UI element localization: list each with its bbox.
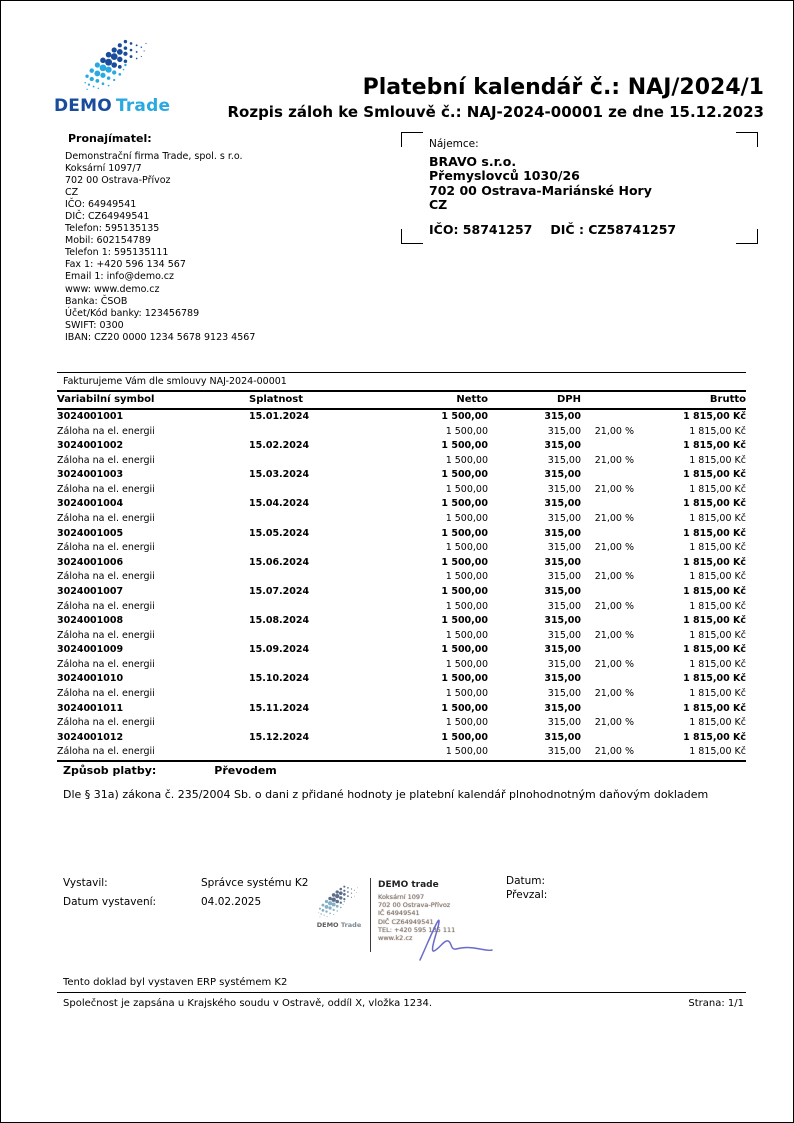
cell-brutto: 1 815,00 Kč <box>683 702 746 714</box>
cell-dph: 315,00 <box>544 615 581 627</box>
table-row <box>57 556 746 571</box>
landlord-line: Email 1: info@demo.cz <box>65 271 174 283</box>
cell-brutto: 1 815,00 Kč <box>683 469 746 481</box>
cell-rate-empty <box>581 409 634 425</box>
cell-vat-rate: 21,00 % <box>594 571 634 583</box>
cell-vat-rate: 21,00 % <box>594 542 634 554</box>
cell-brutto: 1 815,00 Kč <box>683 498 746 510</box>
payment-method-value: Převodem <box>214 764 277 777</box>
cell-variable-symbol: 3024001005 <box>57 527 124 539</box>
cell-sub-dph: 315,00 <box>547 600 581 612</box>
cell-sub-brutto: 1 815,00 Kč <box>689 513 746 525</box>
cell-netto: 1 500,00 <box>441 644 488 656</box>
tenant-ico: IČO: 58741257 <box>429 222 533 238</box>
issued-by-label: Vystavil: <box>63 877 108 889</box>
invoice-intro: Fakturujeme Vám dle smlouvy NAJ-2024-00001 <box>57 372 746 390</box>
cell-brutto: 1 815,00 Kč <box>683 411 746 422</box>
cell-netto: 1 500,00 <box>441 498 488 510</box>
cell-netto: 1 500,00 <box>441 673 488 685</box>
table-subrow <box>57 454 746 469</box>
table-row <box>57 731 746 746</box>
cell-brutto: 1 815,00 Kč <box>683 440 746 452</box>
landlord-line: Účet/Kód banky: 123456789 <box>65 307 200 319</box>
cell-dph: 315,00 <box>544 644 581 656</box>
cell-rate-empty <box>581 585 634 600</box>
cell-sub-brutto: 1 815,00 Kč <box>689 571 746 583</box>
cell-rate-empty <box>581 672 634 687</box>
cell-due-date: 15.06.2024 <box>249 556 310 568</box>
cell-sub-dph: 315,00 <box>547 542 581 554</box>
date-label: Datum: <box>506 875 546 887</box>
cell-variable-symbol: 3024001007 <box>57 585 124 597</box>
table-row <box>57 614 746 629</box>
cell-sub-dph: 315,00 <box>547 483 581 495</box>
cell-description: Záloha na el. energii <box>57 571 155 583</box>
stamp-line: IČ 64949541 <box>378 909 420 918</box>
table-subrow <box>57 745 746 761</box>
cell-sub-netto: 1 500,00 <box>445 717 488 729</box>
stamp-logo-dots-icon <box>317 883 361 920</box>
landlord-line: Banka: ČSOB <box>65 295 128 307</box>
cell-rate-empty <box>581 497 634 512</box>
tenant-dic: DIČ : CZ58741257 <box>550 222 677 238</box>
column-header-dph: DPH <box>488 391 581 409</box>
received-label: Převzal: <box>506 889 548 901</box>
table-row <box>57 585 746 600</box>
cell-due-date: 15.04.2024 <box>249 498 310 510</box>
landlord-line: www: www.demo.cz <box>65 283 160 295</box>
logo-word-demo: DEMO <box>54 96 112 116</box>
landlord-line: Mobil: 602154789 <box>65 235 151 247</box>
landlord-section <box>65 132 385 344</box>
cell-variable-symbol: 3024001001 <box>57 411 124 422</box>
column-header-netto: Netto <box>364 391 488 409</box>
cell-brutto: 1 815,00 Kč <box>683 644 746 656</box>
cell-due-date: 15.05.2024 <box>249 527 310 539</box>
payment-method <box>63 764 277 777</box>
cell-sub-brutto: 1 815,00 Kč <box>689 717 746 729</box>
cell-sub-netto: 1 500,00 <box>445 687 488 699</box>
cell-netto: 1 500,00 <box>441 702 488 714</box>
table-subrow <box>57 541 746 556</box>
company-registration: Společnost je zapsána u Krajského soudu v Ostravě, oddíl X, vložka 1234. <box>63 998 433 1009</box>
cell-description: Záloha na el. energii <box>57 658 155 670</box>
cell-description: Záloha na el. energii <box>57 513 155 525</box>
cell-sub-dph: 315,00 <box>547 454 581 466</box>
landlord-line: SWIFT: 0300 <box>65 319 124 331</box>
stamp-line: Koksární 1097 <box>378 893 425 901</box>
cell-dph: 315,00 <box>544 469 581 481</box>
cell-sub-brutto: 1 815,00 Kč <box>689 629 746 641</box>
cell-dph: 315,00 <box>544 702 581 714</box>
cell-description: Záloha na el. energii <box>57 629 155 641</box>
cell-netto: 1 500,00 <box>441 615 488 627</box>
cell-vat-rate: 21,00 % <box>594 600 634 612</box>
cell-sub-netto: 1 500,00 <box>445 600 488 612</box>
cell-rate-empty <box>581 702 634 717</box>
tenant-label: Nájemce: <box>429 138 479 150</box>
cell-dph: 315,00 <box>544 440 581 452</box>
cell-variable-symbol: 3024001010 <box>57 673 124 685</box>
invoice-table <box>57 390 746 762</box>
issued-by-value: Správce systému K2 <box>201 877 309 889</box>
stamp-line: www.k2.cz <box>378 934 413 943</box>
erp-note: Tento doklad byl vystaven ERP systémem K2 <box>63 977 288 988</box>
landlord-label: Pronajímatel: <box>68 132 152 145</box>
cell-sub-dph: 315,00 <box>547 571 581 583</box>
cell-dph: 315,00 <box>544 556 581 568</box>
tenant-name: BRAVO s.r.o. <box>429 154 517 169</box>
cell-rate-empty <box>581 556 634 571</box>
stamp-line: DIČ CZ64949541 <box>378 917 434 926</box>
table-subrow <box>57 687 746 702</box>
cell-due-date: 15.10.2024 <box>249 673 310 685</box>
landlord-line: Telefon: 595135135 <box>65 223 160 235</box>
cell-sub-dph: 315,00 <box>547 425 581 437</box>
cell-netto: 1 500,00 <box>441 556 488 568</box>
cell-description: Záloha na el. energii <box>57 687 155 699</box>
cell-vat-rate: 21,00 % <box>594 629 634 641</box>
cell-brutto: 1 815,00 Kč <box>683 556 746 568</box>
cell-variable-symbol: 3024001009 <box>57 644 124 656</box>
cell-dph: 315,00 <box>544 731 581 743</box>
cell-dph: 315,00 <box>544 585 581 597</box>
cell-variable-symbol: 3024001011 <box>57 702 124 714</box>
stamp-line: 702 00 Ostrava-Přívoz <box>378 901 451 910</box>
column-header-rate-spacer <box>581 391 634 409</box>
cell-due-date: 15.03.2024 <box>249 469 310 481</box>
table-subrow <box>57 483 746 498</box>
logo-word-trade: Trade <box>115 96 171 116</box>
issue-date-value: 04.02.2025 <box>201 896 262 908</box>
cell-sub-netto: 1 500,00 <box>445 483 488 495</box>
table-row <box>57 702 746 717</box>
cell-description: Záloha na el. energii <box>57 425 155 437</box>
cell-sub-brutto: 1 815,00 Kč <box>689 600 746 612</box>
tenant-ids <box>429 222 749 237</box>
tenant-street: Přemyslovců 1030/26 <box>429 168 580 184</box>
cell-vat-rate: 21,00 % <box>594 483 634 495</box>
page-subtitle: Rozpis záloh ke Smlouvě č.: NAJ-2024-00001 ze dne 15.12.2023 <box>227 103 764 121</box>
cell-sub-netto: 1 500,00 <box>445 571 488 583</box>
cell-netto: 1 500,00 <box>441 731 488 743</box>
table-subrow <box>57 716 746 731</box>
table-subrow <box>57 570 746 585</box>
cell-description: Záloha na el. energii <box>57 542 155 554</box>
cell-sub-brutto: 1 815,00 Kč <box>689 658 746 670</box>
stamp-line: TEL: +420 595 135 111 <box>378 925 456 934</box>
invoice-section <box>57 372 746 762</box>
cell-brutto: 1 815,00 Kč <box>683 615 746 627</box>
cell-variable-symbol: 3024001002 <box>57 440 124 452</box>
table-subrow <box>57 600 746 615</box>
cell-sub-brutto: 1 815,00 Kč <box>689 454 746 466</box>
cell-rate-empty <box>581 731 634 746</box>
corner-mark-bottom-left <box>401 229 423 244</box>
cell-description: Záloha na el. energii <box>57 717 155 729</box>
legal-note: Dle § 31a) zákona č. 235/2004 Sb. o dani z přidané hodnoty je platební kalendář plnohodnotným daňovým dokladem <box>63 788 709 801</box>
cell-due-date: 15.01.2024 <box>249 411 310 422</box>
cell-sub-netto: 1 500,00 <box>445 658 488 670</box>
table-row <box>57 409 746 425</box>
cell-netto: 1 500,00 <box>441 411 488 422</box>
landlord-line: IČO: 64949541 <box>65 199 137 211</box>
table-row <box>57 527 746 542</box>
cell-due-date: 15.09.2024 <box>249 644 310 656</box>
table-subrow <box>57 658 746 673</box>
tenant-city: 702 00 Ostrava-Mariánské Hory <box>429 182 652 198</box>
cell-sub-netto: 1 500,00 <box>445 542 488 554</box>
cell-sub-brutto: 1 815,00 Kč <box>689 542 746 554</box>
cell-rate-empty <box>581 468 634 483</box>
column-header-variable-symbol: Variabilní symbol <box>57 391 249 409</box>
table-header-row <box>57 391 746 409</box>
landlord-details <box>65 151 385 344</box>
cell-vat-rate: 21,00 % <box>594 687 634 699</box>
cell-netto: 1 500,00 <box>441 440 488 452</box>
cell-vat-rate: 21,00 % <box>594 658 634 670</box>
cell-rate-empty <box>581 614 634 629</box>
cell-sub-dph: 315,00 <box>547 746 581 758</box>
cell-sub-dph: 315,00 <box>547 658 581 670</box>
cell-variable-symbol: 3024001006 <box>57 556 124 568</box>
cell-brutto: 1 815,00 Kč <box>683 527 746 539</box>
landlord-line: CZ <box>65 187 79 199</box>
cell-vat-rate: 21,00 % <box>594 454 634 466</box>
table-subrow <box>57 512 746 527</box>
stamp-divider <box>370 878 371 952</box>
cell-rate-empty <box>581 439 634 454</box>
stamp-title: DEMO trade <box>378 880 439 890</box>
footer-divider <box>57 992 746 993</box>
cell-variable-symbol: 3024001003 <box>57 469 124 481</box>
cell-vat-rate: 21,00 % <box>594 717 634 729</box>
issue-date-label: Datum vystavení: <box>63 896 157 908</box>
landlord-line: IBAN: CZ20 0000 1234 5678 9123 4567 <box>65 331 256 343</box>
cell-due-date: 15.07.2024 <box>249 585 310 597</box>
table-row <box>57 468 746 483</box>
cell-vat-rate: 21,00 % <box>594 513 634 525</box>
column-header-due-date: Splatnost <box>249 391 364 409</box>
cell-dph: 315,00 <box>544 498 581 510</box>
page-number: Strana: 1/1 <box>688 998 744 1009</box>
cell-sub-dph: 315,00 <box>547 687 581 699</box>
cell-due-date: 15.12.2024 <box>249 731 310 743</box>
cell-description: Záloha na el. energii <box>57 746 155 758</box>
cell-dph: 315,00 <box>544 673 581 685</box>
table-subrow <box>57 425 746 440</box>
cell-due-date: 15.08.2024 <box>249 615 310 627</box>
cell-sub-netto: 1 500,00 <box>445 746 488 758</box>
stamp-logo <box>309 883 369 929</box>
cell-vat-rate: 21,00 % <box>594 746 634 758</box>
landlord-line: 702 00 Ostrava-Přívoz <box>65 175 171 187</box>
cell-dph: 315,00 <box>544 411 581 422</box>
cell-brutto: 1 815,00 Kč <box>683 673 746 685</box>
cell-sub-brutto: 1 815,00 Kč <box>689 425 746 437</box>
cell-rate-empty <box>581 527 634 542</box>
landlord-line: Fax 1: +420 596 134 567 <box>65 259 186 271</box>
cell-description: Záloha na el. energii <box>57 454 155 466</box>
document-header <box>144 75 764 122</box>
cell-sub-netto: 1 500,00 <box>445 425 488 437</box>
invoice-table-body <box>57 409 746 761</box>
cell-netto: 1 500,00 <box>441 585 488 597</box>
cell-sub-brutto: 1 815,00 Kč <box>689 687 746 699</box>
cell-sub-dph: 315,00 <box>547 629 581 641</box>
corner-mark-top-left <box>401 132 423 147</box>
landlord-line: Koksární 1097/7 <box>65 163 142 175</box>
tenant-country: CZ <box>429 196 448 212</box>
cell-variable-symbol: 3024001012 <box>57 731 124 743</box>
page-title: Platební kalendář č.: NAJ/2024/1 <box>362 75 764 100</box>
column-header-brutto: Brutto <box>634 391 746 409</box>
cell-sub-brutto: 1 815,00 Kč <box>689 746 746 758</box>
cell-variable-symbol: 3024001008 <box>57 615 124 627</box>
cell-sub-dph: 315,00 <box>547 513 581 525</box>
cell-netto: 1 500,00 <box>441 527 488 539</box>
cell-sub-netto: 1 500,00 <box>445 629 488 641</box>
logo-dots-icon <box>80 36 154 94</box>
cell-description: Záloha na el. energii <box>57 483 155 495</box>
table-row <box>57 439 746 454</box>
cell-sub-netto: 1 500,00 <box>445 513 488 525</box>
cell-brutto: 1 815,00 Kč <box>683 731 746 743</box>
landlord-line: Demonstrační firma Trade, spol. s r.o. <box>65 151 243 162</box>
tenant-box <box>401 132 758 244</box>
cell-variable-symbol: 3024001004 <box>57 498 124 510</box>
cell-netto: 1 500,00 <box>441 469 488 481</box>
table-row <box>57 672 746 687</box>
stamp-logo-wordmark: DEMO Trade <box>316 921 362 929</box>
cell-due-date: 15.02.2024 <box>249 440 310 452</box>
cell-sub-netto: 1 500,00 <box>445 454 488 466</box>
payment-method-label: Způsob platby: <box>63 764 157 777</box>
table-subrow <box>57 629 746 644</box>
table-row <box>57 497 746 512</box>
table-row <box>57 643 746 658</box>
signature-icon <box>406 913 501 963</box>
cell-description: Záloha na el. energii <box>57 600 155 612</box>
cell-sub-dph: 315,00 <box>547 717 581 729</box>
cell-brutto: 1 815,00 Kč <box>683 585 746 597</box>
landlord-line: DIČ: CZ64949541 <box>65 211 150 223</box>
cell-due-date: 15.11.2024 <box>249 702 310 714</box>
cell-dph: 315,00 <box>544 527 581 539</box>
cell-sub-brutto: 1 815,00 Kč <box>689 483 746 495</box>
cell-rate-empty <box>581 643 634 658</box>
landlord-line: Telefon 1: 595135111 <box>65 247 169 259</box>
cell-vat-rate: 21,00 % <box>594 425 634 437</box>
